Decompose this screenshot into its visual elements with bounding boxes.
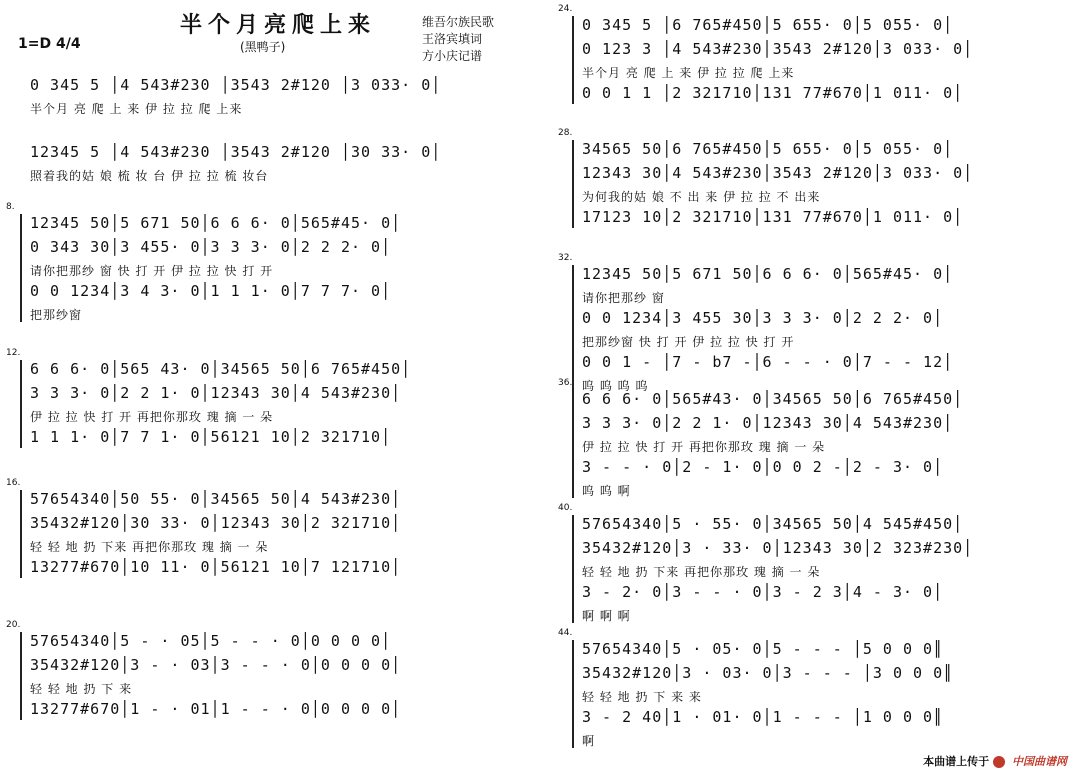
notation-row: 0 0 1234│3 4 3· 0│1 1 1· 0│7 7 7· 0│ bbox=[30, 282, 392, 300]
lyric-row: 呜 呜 啊 bbox=[582, 484, 631, 498]
measure-number: 20. bbox=[6, 620, 21, 630]
lyric-row: 半个月 亮 爬 上 来 伊 拉 拉 爬 上来 bbox=[30, 102, 243, 116]
lyric-row: 伊 拉 拉 快 打 开 再把你那玫 瑰 摘 一 朵 bbox=[30, 410, 274, 424]
lyric-row: 把那纱窗 快 打 开 伊 拉 拉 快 打 开 bbox=[582, 335, 795, 349]
notation-row: 1 1 1· 0│7 7 1· 0│56121 10│2 321710│ bbox=[30, 428, 392, 446]
notation-row: 6 6 6· 0│565 43· 0│34565 50│6 765#450│ bbox=[30, 360, 412, 378]
notation-row: 0 123 3 │4 543#230│3543 2#120│3 033· 0│ bbox=[582, 40, 974, 58]
lyric-row: 轻 轻 地 扔 下来 再把你那玫 瑰 摘 一 朵 bbox=[30, 540, 269, 554]
lyric-row: 请你把那纱 窗 bbox=[582, 291, 665, 305]
system-brace bbox=[572, 640, 578, 748]
key-signature: 1=D 4/4 bbox=[18, 36, 81, 52]
measure-number: 16. bbox=[6, 478, 21, 488]
lyric-row: 啊 啊 啊 bbox=[582, 609, 631, 623]
notation-row: 13277#670│1 - · 01│1 - - · 0│0 0 0 0│ bbox=[30, 700, 402, 718]
lyric-row: 把那纱窗 bbox=[30, 308, 83, 322]
notation-row: 35432#120│3 · 03· 0│3 - - - │3 0 0 0║ bbox=[582, 664, 954, 682]
notation-row: 13277#670│10 11· 0│56121 10│7 121710│ bbox=[30, 558, 402, 576]
notation-row: 57654340│5 · 55· 0│34565 50│4 545#450│ bbox=[582, 515, 964, 533]
notation-row: 3 - 2· 0│3 - - · 0│3 - 2 3│4 - 3· 0│ bbox=[582, 583, 944, 601]
site-logo-icon bbox=[993, 756, 1005, 768]
measure-number: 24. bbox=[558, 4, 573, 14]
notation-row: 0 0 1 1 │2 321710│131 77#670│1 011· 0│ bbox=[582, 84, 964, 102]
system-brace bbox=[572, 16, 578, 104]
lyric-row: 轻 轻 地 扔 下 来 bbox=[30, 682, 133, 696]
credit-line: 维吾尔族民歌 bbox=[422, 15, 495, 29]
measure-number: 40. bbox=[558, 503, 573, 513]
system-brace bbox=[572, 265, 578, 393]
notation-row: 35432#120│30 33· 0│12343 30│2 321710│ bbox=[30, 514, 402, 532]
notation-row: 35432#120│3 - · 03│3 - - · 0│0 0 0 0│ bbox=[30, 656, 402, 674]
notation-row: 0 343 30│3 455· 0│3 3 3· 0│2 2 2· 0│ bbox=[30, 238, 392, 256]
notation-row: 0 345 5 │6 765#450│5 655· 0│5 055· 0│ bbox=[582, 16, 954, 34]
system-brace bbox=[20, 490, 26, 578]
footer bbox=[923, 753, 1067, 769]
subtitle: (黑鸭子) bbox=[240, 40, 286, 54]
lyric-row: 呜 呜 呜 呜 bbox=[582, 379, 649, 393]
measure-number: 32. bbox=[558, 253, 573, 263]
system-brace bbox=[20, 214, 26, 322]
notation-row: 3 3 3· 0│2 2 1· 0│12343 30│4 543#230│ bbox=[30, 384, 402, 402]
notation-row: 57654340│5 · 05· 0│5 - - - │5 0 0 0║ bbox=[582, 640, 944, 658]
notation-row: 12345 50│5 671 50│6 6 6· 0│565#45· 0│ bbox=[30, 214, 402, 232]
notation-row: 35432#120│3 · 33· 0│12343 30│2 323#230│ bbox=[582, 539, 974, 557]
credit-line: 方小庆记谱 bbox=[422, 49, 483, 63]
credit-line: 王洛宾填词 bbox=[422, 32, 483, 46]
lyric-row: 轻 轻 地 扔 下来 再把你那玫 瑰 摘 一 朵 bbox=[582, 565, 821, 579]
notation-row: 57654340│5 - · 05│5 - - · 0│0 0 0 0│ bbox=[30, 632, 392, 650]
measure-number: 28. bbox=[558, 128, 573, 138]
lyric-row: 为何我的姑 娘 不 出 来 伊 拉 拉 不 出来 bbox=[582, 190, 821, 204]
lyric-row: 伊 拉 拉 快 打 开 再把你那玫 瑰 摘 一 朵 bbox=[582, 440, 826, 454]
upload-text: 本曲谱上传于 bbox=[923, 755, 990, 768]
measure-number: 36. bbox=[558, 378, 573, 388]
lyric-row: 照着我的姑 娘 梳 妆 台 伊 拉 拉 梳 妆台 bbox=[30, 169, 269, 183]
system-brace bbox=[572, 390, 578, 498]
measure-number: 12. bbox=[6, 348, 21, 358]
page-title: 半个月亮爬上来 bbox=[180, 12, 377, 38]
system-brace bbox=[20, 360, 26, 448]
notation-row: 3 3 3· 0│2 2 1· 0│12343 30│4 543#230│ bbox=[582, 414, 954, 432]
notation-row: 17123 10│2 321710│131 77#670│1 011· 0│ bbox=[582, 208, 964, 226]
notation-row: 0 345 5 │4 543#230 │3543 2#120 │3 033· 0│ bbox=[30, 76, 442, 94]
system-brace bbox=[20, 632, 26, 720]
notation-row: 3 - 2 40│1 · 01· 0│1 - - - │1 0 0 0║ bbox=[582, 708, 944, 726]
measure-number: 8. bbox=[6, 202, 15, 212]
credits bbox=[422, 14, 494, 65]
notation-row: 34565 50│6 765#450│5 655· 0│5 055· 0│ bbox=[582, 140, 954, 158]
notation-row: 3 - - · 0│2 - 1· 0│0 0 2 -│2 - 3· 0│ bbox=[582, 458, 944, 476]
lyric-row: 啊 bbox=[582, 734, 596, 748]
lyric-row: 请你把那纱 窗 快 打 开 伊 拉 拉 快 打 开 bbox=[30, 264, 274, 278]
notation-row: 12345 5 │4 543#230 │3543 2#120 │30 33· 0│ bbox=[30, 143, 442, 161]
notation-row: 12345 50│5 671 50│6 6 6· 0│565#45· 0│ bbox=[582, 265, 954, 283]
notation-row: 12343 30│4 543#230│3543 2#120│3 033· 0│ bbox=[582, 164, 974, 182]
lyric-row: 半个月 亮 爬 上 来 伊 拉 拉 爬 上来 bbox=[582, 66, 795, 80]
notation-row: 0 0 1 - │7 - b7 -│6 - - · 0│7 - - 12│ bbox=[582, 353, 954, 371]
notation-row: 6 6 6· 0│565#43· 0│34565 50│6 765#450│ bbox=[582, 390, 964, 408]
notation-row: 0 0 1234│3 455 30│3 3 3· 0│2 2 2· 0│ bbox=[582, 309, 944, 327]
system-brace bbox=[572, 140, 578, 228]
system-brace bbox=[572, 515, 578, 623]
lyric-row: 轻 轻 地 扔 下 来 来 bbox=[582, 690, 702, 704]
site-name: 中国曲谱网 bbox=[1012, 755, 1067, 768]
measure-number: 44. bbox=[558, 628, 573, 638]
notation-row: 57654340│50 55· 0│34565 50│4 543#230│ bbox=[30, 490, 402, 508]
